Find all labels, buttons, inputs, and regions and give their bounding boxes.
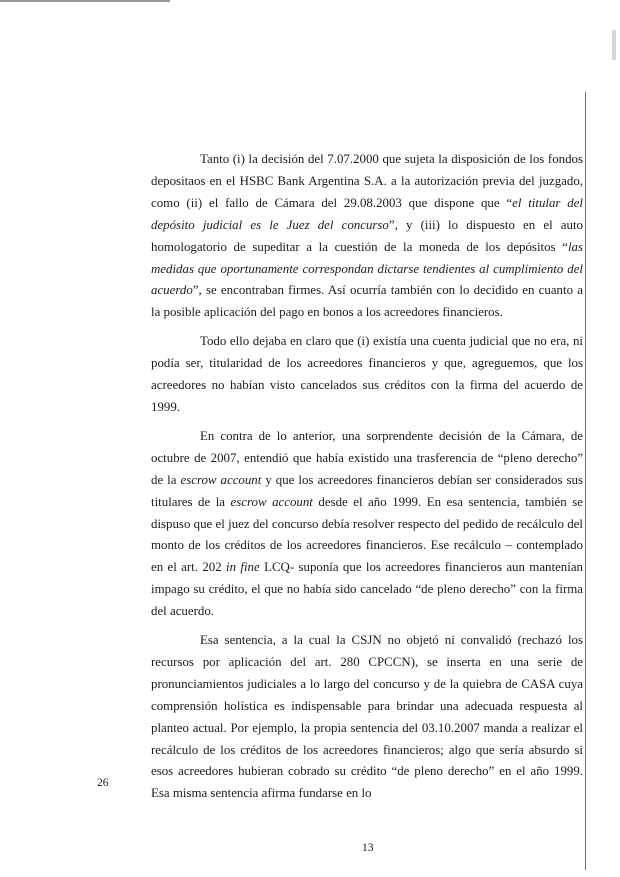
document-body	[151, 149, 583, 805]
right-margin-rule	[585, 92, 586, 870]
paragraph-3	[151, 426, 583, 623]
text-segment: Todo ello dejaba en claro que (i) existía una cuenta judicial que no era, ni podía ser, titularidad de los acreedores financieros y que, agreguemos, que los acreedores no habían visto cancelados sus créditos con la firma del acuerdo de 1999.	[151, 334, 583, 414]
scan-edge-shadow	[612, 30, 616, 60]
margin-line-number: 26	[97, 777, 109, 789]
italic-text-segment: las medidas que oportunamente correspondan dictarse tendientes al cumplimiento del acuerdo	[151, 239, 583, 298]
paragraph-2	[151, 331, 583, 419]
text-segment: desde el año 1999. En esa sentencia, también se dispuso que el juez del concurso debía resolver respecto del pedido de recálculo del monto de los créditos de los acreedores financieros. Ese recálculo – contemplado en el art. 202	[151, 494, 583, 575]
text-segment: Esa sentencia, a la cual la CSJN no objetó ni convalidó (rechazó los recursos por aplicación del art. 280 CPCCN), se inserta en una serie de pronunciamientos judiciales a lo largo del concurso y de la quiebra de CASA cuya comprensión holística es indispensable para brindar una adecuada respuesta al planteo actual. Por ejemplo, la propia sentencia del 03.10.2007 manda a realizar el recálculo de los créditos de los acreedores financieros; algo que sería absurdo si esos acreedores hubieran cobrado su crédito “de pleno derecho” en el año 1999. Esa misma sentencia afirma fundarse en lo	[151, 633, 583, 801]
page-number: 13	[362, 842, 374, 854]
italic-text-segment: el titular del depósito judicial es le Juez del concurso	[151, 195, 583, 232]
italic-text-segment: escrow account	[180, 472, 262, 487]
text-segment: ”, se encontraban firmes. Así ocurría también con lo decidido en cuanto a la posible aplicación del pago en bonos a los acreedores financieros.	[151, 283, 583, 320]
italic-text-segment: escrow account	[230, 494, 313, 509]
italic-text-segment: in fine	[226, 560, 260, 575]
text-segment: Tanto (i) la decisión del 7.07.2000 que sujeta la disposición de los fondos depositaos en el HSBC Bank Argentina S.A. a la autorización previa del juzgado, como (ii) el fallo de Cámara del 29.08.2003 que dispone que “	[151, 152, 583, 210]
paragraph-1	[151, 149, 583, 324]
text-segment: y que los acreedores financieros debían ser considerados sus titulares de la	[151, 472, 584, 509]
text-segment: En contra de lo anterior, una sorprendente decisión de la Cámara, de octubre de 2007, entendió que había existido una trasferencia de “pleno derecho” de la	[151, 428, 583, 487]
text-segment: ”, y (iii) lo dispuesto en el auto homologatorio de supeditar a la cuestión de la moneda de los depósitos “	[151, 217, 584, 254]
paragraph-4	[151, 630, 583, 805]
scan-edge-mark	[0, 0, 170, 2]
text-segment: LCQ- suponía que los acreedores financieros aun mantenían impago su crédito, el que no había sido cancelado “de pleno derecho” con la firma del acuerdo.	[151, 560, 583, 619]
